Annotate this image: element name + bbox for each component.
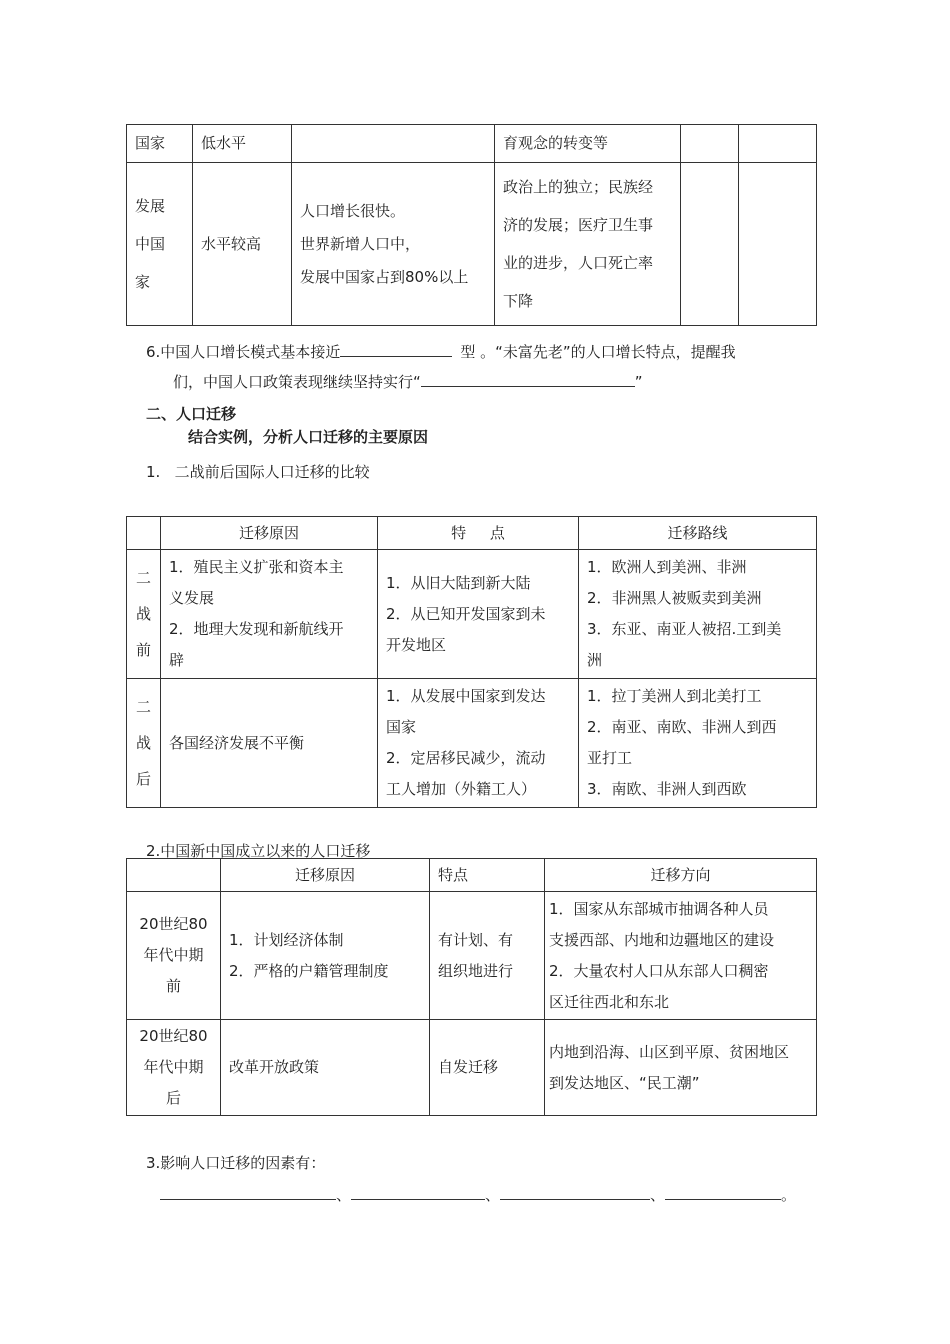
cell-line: 支援西部、内地和边疆地区的建设	[549, 930, 775, 949]
answer-blank[interactable]	[340, 340, 452, 357]
question-text: ”	[634, 373, 643, 391]
row-label-char: 后	[135, 770, 151, 788]
row-label	[127, 679, 161, 808]
section-title: 二、人口迁移	[146, 405, 237, 423]
table-cell	[681, 125, 739, 163]
table-cell	[739, 125, 817, 163]
table-cell	[545, 1020, 817, 1116]
cell-line: 1．拉丁美洲人到北美打工	[587, 687, 762, 705]
cell-line: 发展中国家占到80%以上	[300, 267, 469, 286]
table-cell	[292, 125, 495, 163]
table-cell	[681, 163, 739, 326]
table-row	[127, 679, 817, 808]
question-text: 型 。“未富先老”的人口增长特点，提醒我	[460, 343, 736, 361]
cell-line: 年代中期	[143, 946, 204, 964]
answer-blank[interactable]	[421, 370, 635, 387]
table-cell	[579, 679, 817, 808]
table-header: 迁移方向	[545, 859, 817, 892]
cell-line: 开发地区	[386, 635, 447, 654]
table-cell	[292, 163, 495, 326]
cell-line: 3．南欧、非洲人到西欧	[587, 780, 747, 798]
cell-line: 内地到沿海、山区到平原、贫困地区	[549, 1042, 790, 1061]
cell-line: 发展	[135, 197, 166, 215]
table-cell	[127, 892, 221, 1020]
separator: 、	[650, 1186, 666, 1204]
row-label-char: 二	[135, 698, 151, 716]
cell-line: 2．大量农村人口从东部人口稠密	[549, 961, 769, 980]
cell-line: 2．定居移民减少，流动	[386, 749, 546, 767]
table-cell	[430, 892, 545, 1020]
table-header	[127, 517, 161, 550]
population-growth-table	[126, 124, 817, 326]
section-subtitle: 结合实例，分析人口迁移的主要原因	[188, 428, 429, 446]
table-cell	[378, 550, 579, 679]
table-row	[127, 125, 817, 163]
cell-line: 组织地进行	[438, 961, 514, 980]
table-cell: 水平较高	[193, 163, 292, 326]
table-cell	[378, 679, 579, 808]
cell-line: 2．严格的户籍管理制度	[229, 961, 389, 980]
table-header-row	[127, 517, 817, 550]
cell-line: 亚打工	[587, 749, 633, 767]
answer-blank[interactable]	[500, 1183, 650, 1200]
table-cell	[579, 550, 817, 679]
answer-blank[interactable]	[665, 1183, 781, 1200]
row-label-char: 前	[135, 641, 151, 659]
cell-line: 年代中期	[143, 1058, 204, 1076]
table-header: 迁移原因	[161, 517, 378, 550]
cell-line: 2．非洲黑人被贩卖到美洲	[587, 589, 762, 607]
question-text: 们，中国人口政策表现继续坚持实行“	[173, 373, 421, 391]
cell-line: 2．地理大发现和新航线开	[169, 620, 344, 638]
cell-line: 洲	[587, 651, 603, 669]
cell-line: 区迁往西北和东北	[549, 992, 670, 1011]
table-cell	[221, 892, 430, 1020]
table-cell: 自发迁移	[430, 1020, 545, 1116]
cell-line: 后	[165, 1089, 181, 1107]
table-cell: 低水平	[193, 125, 292, 163]
cell-line: 20世纪80	[139, 915, 208, 933]
table-cell: 各国经济发展不平衡	[161, 679, 378, 808]
intl-migration-table	[126, 516, 817, 808]
cell-line: 下降	[503, 292, 534, 310]
answer-blanks-row	[160, 1183, 796, 1206]
cell-line: 1．欧洲人到美洲、非洲	[587, 558, 747, 576]
item-heading: 3.影响人口迁移的因素有：	[146, 1154, 326, 1172]
table-row	[127, 550, 817, 679]
table-cell	[127, 163, 193, 326]
table-cell	[161, 550, 378, 679]
table-cell	[545, 892, 817, 1020]
table-cell	[127, 1020, 221, 1116]
table-header: 迁移原因	[221, 859, 430, 892]
table-row	[127, 1020, 817, 1116]
table-header: 特点	[430, 859, 545, 892]
question-6-line2	[173, 370, 643, 393]
cell-line: 辟	[169, 651, 185, 669]
table-cell	[495, 163, 681, 326]
separator: 、	[336, 1186, 352, 1204]
cell-line: 有计划、有	[438, 930, 514, 949]
cell-line: 义发展	[169, 589, 215, 607]
cell-line: 2．从已知开发国家到未	[386, 604, 546, 623]
cell-line: 工人增加（外籍工人）	[386, 780, 537, 798]
table-header: 迁移路线	[579, 517, 817, 550]
cell-line: 1．从发展中国家到发达	[386, 687, 546, 705]
cell-line: 政治上的独立；民族经	[503, 178, 654, 196]
separator: 、	[485, 1186, 501, 1204]
cell-line: 1．从旧大陆到新大陆	[386, 573, 531, 592]
cell-line: 2．南亚、南欧、非洲人到西	[587, 718, 777, 736]
item-heading: 2.中国新中国成立以来的人口迁移	[146, 842, 371, 860]
row-label-char: 战	[135, 734, 151, 752]
table-row	[127, 892, 817, 1020]
cell-line: 到发达地区、“民工潮”	[549, 1073, 700, 1092]
row-label-char: 战	[135, 605, 151, 623]
cell-line: 世界新增人口中，	[300, 234, 421, 253]
cell-line: 中国	[135, 235, 166, 253]
table-cell	[739, 163, 817, 326]
cell-line: 20世纪80	[139, 1027, 208, 1045]
table-cell: 国家	[127, 125, 193, 163]
answer-blank[interactable]	[160, 1183, 336, 1200]
cell-line: 1．殖民主义扩张和资本主	[169, 558, 344, 576]
question-text: 6.中国人口增长模式基本接近	[146, 343, 341, 361]
cell-line: 家	[135, 273, 151, 291]
period: 。	[781, 1186, 797, 1204]
table-header	[127, 859, 221, 892]
cell-line: 前	[165, 977, 181, 995]
table-header-row	[127, 859, 817, 892]
row-label-char: 二	[135, 569, 151, 587]
table-cell: 育观念的转变等	[495, 125, 681, 163]
cell-line: 1．计划经济体制	[229, 930, 344, 949]
item-heading: 1. 二战前后国际人口迁移的比较	[146, 463, 370, 481]
cell-line: 业的进步，人口死亡率	[503, 254, 654, 272]
question-6-line1	[146, 340, 736, 363]
cell-line: 人口增长很快。	[300, 201, 406, 220]
cell-line: 国家	[386, 718, 417, 736]
row-label	[127, 550, 161, 679]
cell-line: 1．国家从东部城市抽调各种人员	[549, 899, 769, 918]
table-header: 特 点	[378, 517, 579, 550]
china-migration-table	[126, 858, 817, 1116]
answer-blank[interactable]	[351, 1183, 485, 1200]
cell-line: 济的发展；医疗卫生事	[503, 216, 654, 234]
table-row	[127, 163, 817, 326]
cell-line: 3．东亚、南亚人被招.工到美	[587, 620, 782, 638]
table-cell: 改革开放政策	[221, 1020, 430, 1116]
